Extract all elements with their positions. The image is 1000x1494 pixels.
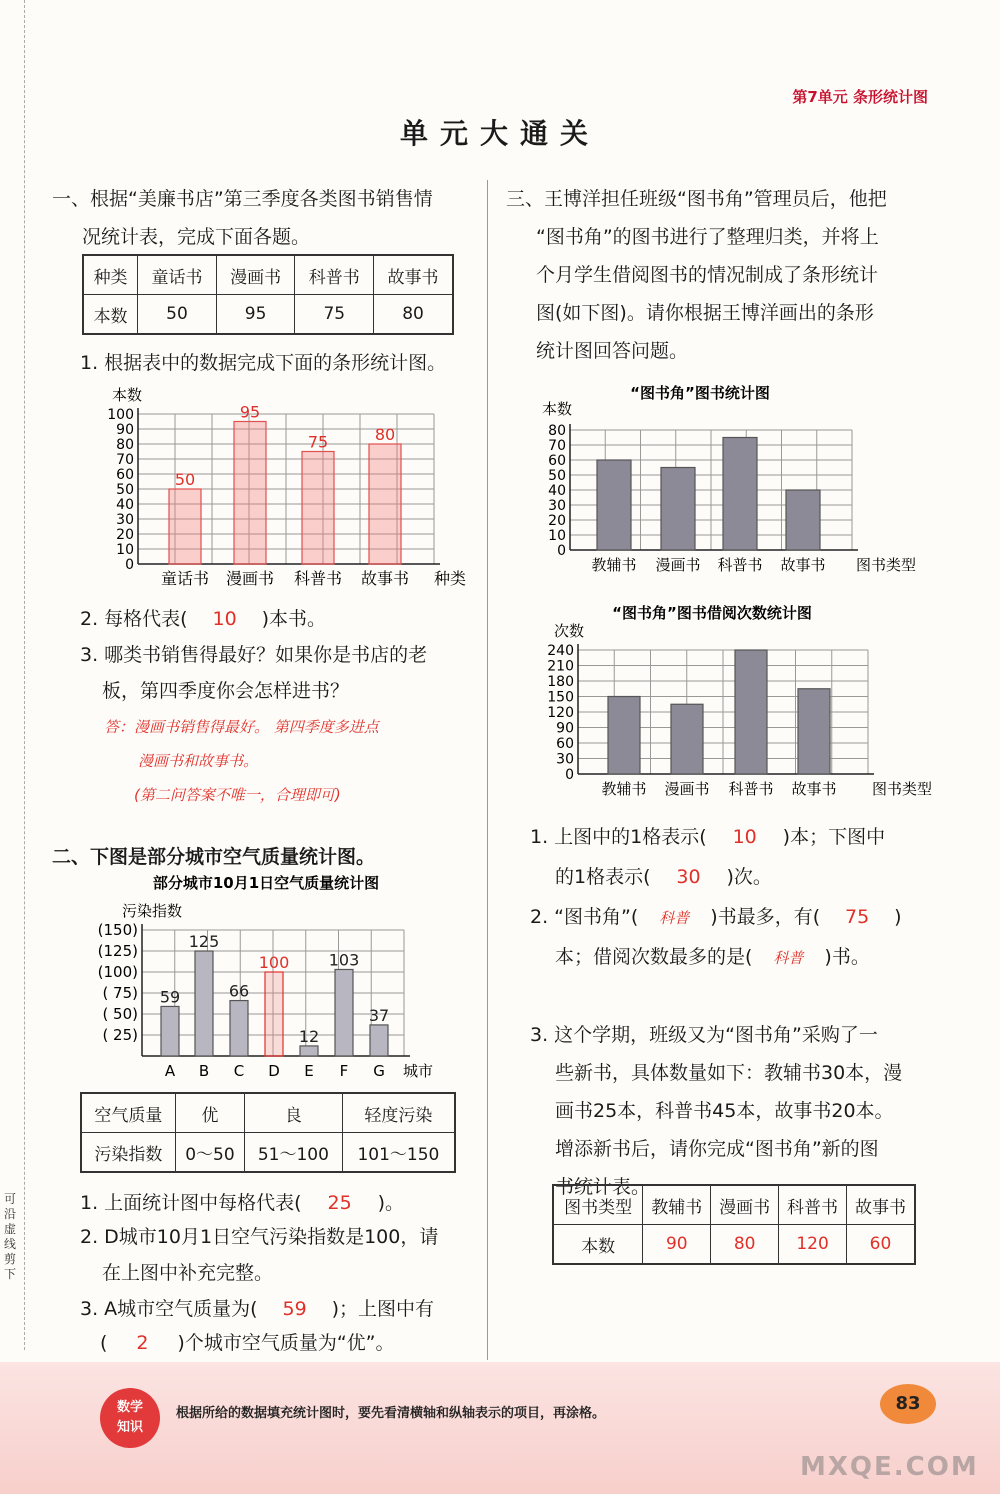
y-tick-label: (125) [97, 942, 138, 960]
bar [370, 1025, 388, 1056]
page-number: 83 [880, 1384, 936, 1424]
table-cell: 本数 [83, 295, 138, 335]
s3-q2-line1 [530, 898, 902, 937]
y-tick-label: 70 [548, 438, 566, 454]
table-cell: 故事书 [846, 1185, 915, 1225]
s1-bar-chart [90, 380, 480, 596]
s1-answer-line1: 答：漫画书销售得最好。 第四季度多进点 [104, 718, 379, 736]
column-divider [487, 180, 488, 1360]
bar [302, 452, 334, 565]
section-3-intro [506, 180, 946, 370]
x-category-label: E [304, 1062, 314, 1080]
s3-q2-line2 [555, 938, 870, 977]
badge-line2: 知识 [116, 1420, 143, 1435]
table-cell-answer: 60 [846, 1225, 915, 1265]
x-category-label: 故事书 [780, 556, 826, 574]
bar [230, 1001, 248, 1056]
chart-title: “图书角”图书借阅次数统计图 [612, 604, 812, 622]
s3-q2-post2: )书。 [824, 946, 870, 968]
x-category-label: G [373, 1062, 385, 1080]
s2-q1-post: )。 [377, 1192, 405, 1214]
table-cell: 空气质量 [81, 1093, 175, 1133]
s3-intro-line: “图书角”的图书进行了整理归类，并将上 [536, 226, 879, 248]
bar-value-label: 12 [298, 1026, 320, 1046]
table-cell: 种类 [83, 255, 138, 295]
s3-intro-line: 三、王博洋担任班级“图书角”管理员后，他把 [506, 188, 887, 210]
s1-q2 [80, 600, 326, 638]
y-tick-label: 80 [116, 437, 134, 453]
table-row [83, 255, 453, 295]
s1-q2-post: )本书。 [261, 608, 327, 630]
s3-q3-line: 些新书，具体数量如下：教辅书30本，漫 [555, 1062, 903, 1084]
y-tick-label: 30 [116, 512, 134, 528]
bar-value-label: 66 [228, 981, 250, 1001]
bar-value-label: 50 [174, 470, 196, 489]
bar [335, 969, 353, 1056]
table-cell: 本数 [553, 1225, 643, 1265]
y-tick-label: 40 [116, 497, 134, 513]
table-cell: 80 [374, 295, 453, 335]
y-tick-label: 0 [125, 557, 134, 573]
watermark: MXQE.COM [800, 1452, 979, 1482]
y-tick-label: 180 [547, 674, 574, 690]
s2-q3-post: )个城市空气质量为“优”。 [177, 1332, 395, 1354]
s2-table [80, 1092, 456, 1173]
s1-q2-pre: 2. 每格代表( [80, 608, 188, 630]
bar-value-label: 95 [239, 402, 261, 422]
bar [265, 972, 283, 1056]
y-tick-label: 90 [116, 422, 134, 438]
s2-q3-line2 [100, 1324, 395, 1362]
s2-q2-line1: 2. D城市10月1日空气污染指数是100，请 [80, 1226, 439, 1248]
s2-q3-answer2: 2 [136, 1332, 149, 1354]
bar [786, 490, 820, 550]
bar-value-label: 100 [258, 953, 290, 972]
y-tick-label: 90 [556, 720, 574, 737]
y-axis-label: 次数 [554, 622, 585, 640]
table-cell: 75 [295, 295, 374, 335]
y-tick-label: 240 [547, 643, 574, 659]
cut-note: 可沿虚线剪下 [4, 1192, 17, 1281]
x-category-label: 教辅书 [591, 556, 637, 574]
x-category-label: F [339, 1062, 349, 1080]
s3-borrow-chart [530, 600, 950, 806]
s2-q3-pre: 3. A城市空气质量为( [80, 1298, 258, 1320]
chart-title: “图书角”图书统计图 [630, 384, 770, 402]
y-tick-label: ( 50) [102, 1005, 138, 1023]
y-tick-label: 10 [116, 542, 134, 558]
table-cell: 101～150 [342, 1133, 455, 1173]
s3-q2-answer2: 75 [845, 906, 870, 928]
table-cell: 95 [216, 295, 295, 335]
x-category-label: 科普书 [293, 569, 343, 588]
y-tick-label: 100 [107, 407, 134, 423]
y-tick-label: 0 [565, 767, 574, 783]
table-row [553, 1225, 915, 1265]
x-axis-label: 图书类型 [871, 780, 933, 798]
y-tick-label: 60 [548, 453, 566, 469]
s1-intro-line2: 况统计表，完成下面各题。 [82, 226, 311, 248]
bar [735, 650, 767, 774]
s3-table [552, 1184, 916, 1265]
s2-q1-answer: 25 [327, 1192, 352, 1214]
y-tick-label: (100) [97, 963, 138, 981]
bar-value-label: 80 [374, 425, 396, 444]
table-row [83, 295, 453, 335]
s3-q1-mid: )本；下图中 [782, 826, 886, 848]
unit-header: 第7单元 条形统计图 [792, 88, 928, 106]
bar [723, 438, 757, 551]
bar-value-label: 37 [368, 1005, 390, 1025]
x-category-label: 故事书 [360, 569, 410, 588]
bar [597, 460, 631, 550]
table-cell: 良 [245, 1093, 343, 1133]
bar [161, 1006, 179, 1056]
y-tick-label: 210 [547, 658, 574, 675]
s2-q3-line1 [80, 1290, 434, 1328]
x-category-label: 漫画书 [225, 569, 275, 588]
s3-q2-answer3: 科普 [773, 949, 804, 967]
bar [234, 422, 266, 565]
y-tick-label: 60 [556, 736, 574, 752]
y-tick-label: 20 [116, 527, 134, 543]
bar-value-label: 103 [328, 950, 360, 970]
table-cell: 50 [138, 295, 217, 335]
y-tick-label: 150 [547, 689, 574, 706]
chart-title: 部分城市10月1日空气质量统计图 [152, 874, 380, 892]
table-row [553, 1185, 915, 1225]
y-tick-label: 120 [547, 705, 574, 721]
y-tick-label: 30 [548, 498, 566, 514]
x-category-label: D [268, 1062, 280, 1080]
y-tick-label: 40 [548, 483, 566, 499]
s1-q2-answer: 10 [212, 608, 237, 630]
s2-q3-mid: )；上图中有 [331, 1298, 434, 1320]
section-1 [52, 180, 482, 256]
s3-q1-pre2: 的1格表示( [555, 866, 651, 888]
math-knowledge-badge [100, 1388, 160, 1448]
table-cell: 故事书 [374, 255, 453, 295]
x-category-label: 漫画书 [664, 780, 710, 798]
table-cell: 童话书 [138, 255, 217, 295]
bar [671, 704, 703, 774]
table-cell-answer: 120 [779, 1225, 847, 1265]
y-tick-label: 50 [116, 482, 134, 498]
x-axis-label: 城市 [402, 1062, 434, 1080]
s3-q2-pre2: 本；借阅次数最多的是( [555, 946, 753, 968]
y-axis-label: 本数 [112, 386, 143, 404]
s3-q2-post: ) [894, 906, 902, 928]
s3-q1-post: )次。 [726, 866, 772, 888]
bar [195, 951, 213, 1056]
bar [608, 697, 640, 775]
s3-q3-line: 书统计表。 [555, 1176, 651, 1198]
y-axis-label: 污染指数 [122, 902, 183, 920]
y-tick-label: 50 [548, 468, 566, 484]
table-cell: 漫画书 [216, 255, 295, 295]
x-category-label: B [198, 1062, 210, 1080]
y-tick-label: 30 [556, 751, 574, 768]
bar [300, 1046, 318, 1056]
y-tick-label: 60 [116, 467, 134, 483]
x-category-label: C [233, 1062, 245, 1080]
table-cell: 51～100 [245, 1133, 343, 1173]
y-tick-label: ( 25) [102, 1026, 138, 1044]
s3-intro-line: 个月学生借阅图书的情况制成了条形统计 [536, 264, 879, 286]
x-category-label: 科普书 [717, 556, 763, 574]
bar-value-label: 59 [159, 987, 181, 1007]
table-cell: 图书类型 [553, 1185, 643, 1225]
s3-q1-answer1: 10 [732, 826, 757, 848]
s1-q1: 1. 根据表中的数据完成下面的条形统计图。 [80, 352, 447, 374]
s2-q1 [80, 1184, 404, 1222]
table-cell: 教辅书 [643, 1185, 711, 1225]
table-cell: 轻度污染 [342, 1093, 455, 1133]
bar-value-label: 125 [188, 932, 220, 951]
s3-q1-line2 [555, 858, 772, 896]
s1-q3-line1: 3. 哪类书销售得最好？如果你是书店的老 [80, 644, 428, 666]
s1-intro-line1: 一、根据“美廉书店”第三季度各类图书销售情 [52, 188, 433, 210]
x-category-label: A [164, 1062, 176, 1080]
y-tick-label: ( 75) [102, 984, 138, 1002]
table-cell: 优 [175, 1093, 244, 1133]
badge-line1: 数学 [116, 1400, 143, 1415]
s2-q2-line2: 在上图中补充完整。 [102, 1262, 274, 1284]
footer-tip: 根据所给的数据填充统计图时，要先看清横轴和纵轴表示的项目，再涂格。 [176, 1406, 606, 1421]
page-title: 单元大通关 [399, 117, 600, 150]
table-cell: 漫画书 [711, 1185, 779, 1225]
s3-q3-line: 3. 这个学期，班级又为“图书角”采购了一 [530, 1024, 878, 1046]
x-axis-label: 种类 [433, 569, 467, 588]
s3-q2-answer1: 科普 [659, 909, 690, 927]
s1-answer-line2: 漫画书和故事书。 [138, 752, 259, 770]
y-tick-label: 10 [548, 528, 566, 544]
x-category-label: 科普书 [728, 780, 774, 798]
s3-q3 [530, 1016, 950, 1206]
x-category-label: 童话书 [160, 569, 210, 588]
table-cell: 科普书 [779, 1185, 847, 1225]
bar [798, 689, 830, 774]
bar [169, 489, 201, 564]
x-category-label: 教辅书 [601, 780, 647, 798]
s3-q2-mid: )书最多，有( [710, 906, 821, 928]
y-tick-label: (150) [97, 921, 138, 939]
s2-q3-pre2: ( [100, 1332, 108, 1354]
y-tick-label: 70 [116, 452, 134, 468]
y-tick-label: 80 [548, 423, 566, 439]
bar [369, 444, 401, 564]
s3-q2-pre: 2. “图书角”( [530, 906, 639, 928]
bar [661, 468, 695, 551]
cut-line [24, 0, 25, 1350]
y-tick-label: 0 [557, 543, 566, 559]
s3-q1-answer2: 30 [676, 866, 701, 888]
s1-answer-line3: (第二问答案不唯一，合理即可) [134, 786, 341, 804]
x-axis-label: 图书类型 [855, 556, 917, 574]
x-category-label: 漫画书 [655, 556, 701, 574]
s3-intro-line: 图(如下图)。请你根据王博洋画出的条形 [536, 302, 874, 324]
s2-intro: 二、下图是部分城市空气质量统计图。 [52, 846, 376, 868]
table-row [81, 1133, 455, 1173]
table-cell-answer: 80 [711, 1225, 779, 1265]
s3-q3-line: 增添新书后，请你完成“图书角”新的图 [555, 1138, 879, 1160]
table-cell: 污染指数 [81, 1133, 175, 1173]
s3-q1-pre: 1. 上图中的1格表示( [530, 826, 707, 848]
bar-value-label: 75 [307, 432, 329, 452]
s2-q1-pre: 1. 上面统计图中每格代表( [80, 1192, 302, 1214]
s3-intro-line: 统计图回答问题。 [536, 340, 689, 362]
s3-book-chart [530, 382, 940, 582]
table-cell-answer: 90 [643, 1225, 711, 1265]
s1-q3-line2: 板，第四季度你会怎样进书？ [102, 680, 350, 702]
table-cell: 科普书 [295, 255, 374, 295]
x-category-label: 故事书 [791, 780, 837, 798]
s2-bar-chart [90, 872, 450, 1082]
table-row [81, 1093, 455, 1133]
s1-table [82, 254, 454, 335]
table-cell: 0～50 [175, 1133, 244, 1173]
s3-q3-line: 画书25本，科普书45本，故事书20本。 [555, 1100, 894, 1122]
y-tick-label: 20 [548, 513, 566, 529]
s3-q1-line1 [530, 818, 885, 856]
y-axis-label: 本数 [542, 400, 573, 418]
s2-q3-answer1: 59 [282, 1298, 307, 1320]
